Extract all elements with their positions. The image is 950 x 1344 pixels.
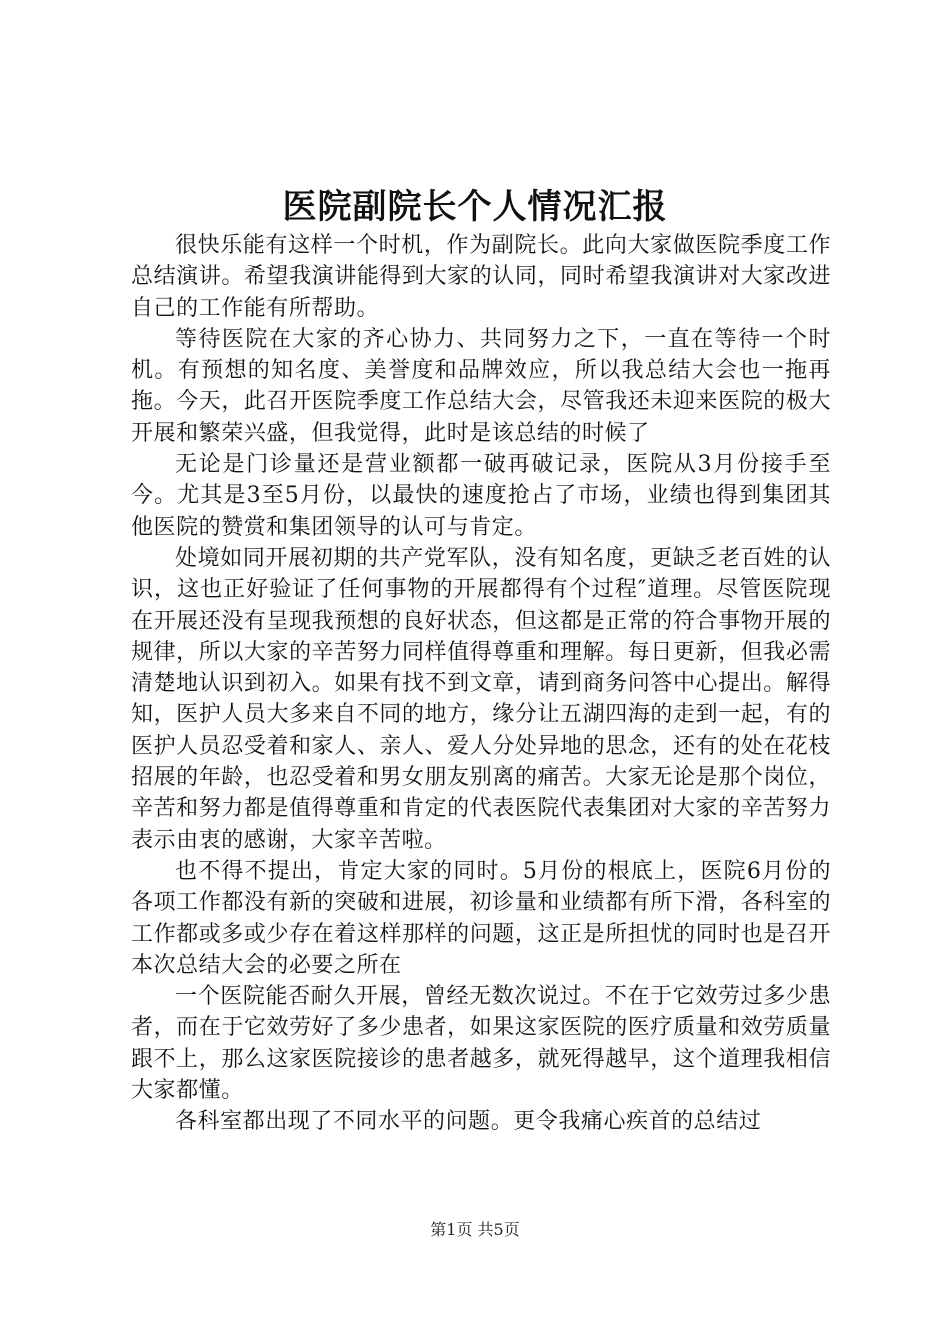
paragraph-2: 等待医院在大家的齐心协力、共同努力之下，一直在等待一个时机。有预想的知名度、美誉度和品牌效应，所以我总结大会也一拖再拖。今天，此召开医院季度工作总结大会，尽管我还未迎来医院的极大开展和繁荣兴盛，但我觉得，此时是该总结的时候了 [131,326,831,446]
document-title: 医院副院长个人情况汇报 [282,187,668,227]
paragraph-6: 一个医院能否耐久开展，曾经无数次说过。不在于它效劳过多少患者，而在于它效劳好了多少患者，如果这家医院的医疗质量和效劳质量跟不上，那么这家医院接诊的患者越多，就死得越早，这个道理我相信大家都懂。 [131,984,831,1104]
paragraph-5: 也不得不提出，肯定大家的同时。5月份的根底上，医院6月份的各项工作都没有新的突破和进展，初诊量和业绩都有所下滑，各科室的工作都或多或少存在着这样那样的问题，这正是所担忧的同时也是召开本次总结大会的必要之所在 [131,858,831,978]
paragraph-4: 处境如同开展初期的共产党军队，没有知名度，更缺乏老百姓的认识，这也正好验证了任何事物的开展都得有个过程″道理。尽管医院现在开展还没有呈现我预想的良好状态，但这都是正常的符合事物开展的规律，所以大家的辛苦努力同样值得尊重和理解。每日更新，但我必需清楚地认识到初入。如果有找不到文章，请到商务问答中心提出。解得知，医护人员大多来自不同的地方，缘分让五湖四海的走到一起，有的医护人员忍受着和家人、亲人、爱人分处异地的思念，还有的处在花枝招展的年龄，也忍受着和男女朋友别离的痛苦。大家无论是那个岗位，辛苦和努力都是值得尊重和肯定的代表医院代表集团对大家的辛苦努力表示由衷的感谢，大家辛苦啦。 [131,545,831,853]
paragraph-3: 无论是门诊量还是营业额都一破再破记录，医院从3月份接手至今。尤其是3至5月份，以最快的速度抢占了市场，业绩也得到集团其他医院的赞赏和集团领导的认可与肯定。 [131,452,831,540]
document-body [131,230,831,1138]
page-footer: 第1页 共5页 [430,1220,520,1239]
paragraph-1: 很快乐能有这样一个时机，作为副院长。此向大家做医院季度工作总结演讲。希望我演讲能得到大家的认同，同时希望我演讲对大家改进自己的工作能有所帮助。 [131,233,831,321]
paragraph-7: 各科室都出现了不同水平的问题。更令我痛心疾首的总结过 [175,1109,762,1135]
